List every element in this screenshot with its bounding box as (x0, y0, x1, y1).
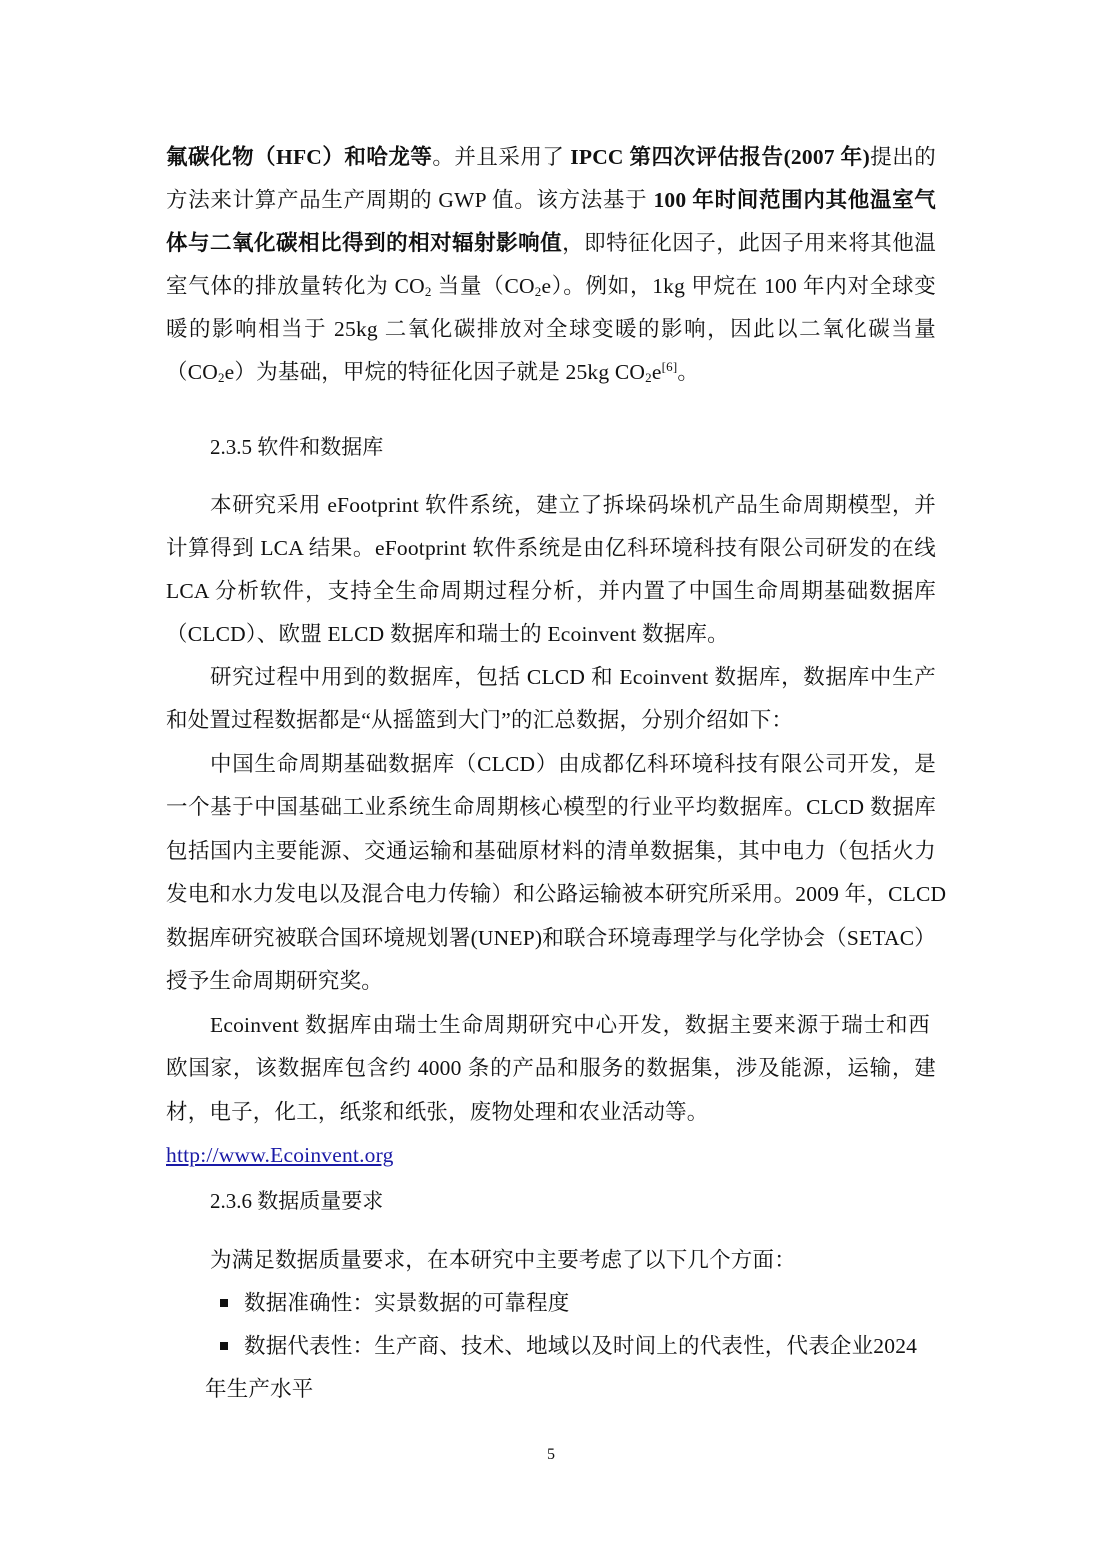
paragraph-line (166, 142, 936, 172)
paragraph-line (166, 228, 936, 258)
ecoinvent-link-line (166, 1140, 394, 1170)
paragraph-line (166, 357, 699, 387)
paragraph-line: 为满足数据质量要求，在本研究中主要考虑了以下几个方面： (210, 1248, 796, 1272)
text: 当量（CO (431, 274, 535, 298)
paragraph-line: 一个基于中国基础工业系统生命周期核心模型的行业平均数据库。CLCD 数据库 (166, 795, 936, 819)
text: 方法来计算产品生产周期的 GWP 值。该方法基于 (166, 188, 654, 212)
text: ，即特征化因子，此因子用来将其他温 (562, 231, 936, 255)
ecoinvent-link[interactable]: http://www.Ecoinvent.org (166, 1143, 394, 1167)
bullet-continuation: 年生产水平 (205, 1377, 314, 1401)
text: 。 (677, 360, 700, 384)
text: e）。例如，1kg 甲烷在 100 年内对全球变 (541, 274, 936, 298)
section-heading-2-3-6: 2.3.6 数据质量要求 (210, 1189, 384, 1213)
paragraph-line (166, 271, 936, 301)
square-bullet-icon (220, 1299, 228, 1307)
subscript: 2 (534, 284, 542, 299)
bold-text: IPCC 第四次评估报告(2007 年) (564, 145, 870, 169)
paragraph-line: 数据库研究被联合国环境规划署(UNEP)和联合环境毒理学与化学协会（SETAC） (166, 926, 936, 950)
text: 室气体的排放量转化为 CO (166, 274, 425, 298)
text: 。并且采用了 (432, 145, 565, 169)
text: e）为基础，甲烷的特征化因子就是 25kg CO (224, 360, 646, 384)
subscript: 2 (424, 284, 432, 299)
paragraph-line: LCA 分析软件，支持全生命周期过程分析，并内置了中国生命周期基础数据库 (166, 579, 936, 603)
paragraph-line (166, 185, 936, 215)
paragraph-line: 发电和水力发电以及混合电力传输）和公路运输被本研究所采用。2009 年，CLCD (166, 882, 947, 906)
bold-text: 氟碳化物（HFC）和哈龙等 (166, 145, 433, 169)
bullet-text: 数据准确性：实景数据的可靠程度 (244, 1291, 570, 1315)
paragraph-line: 本研究采用 eFootprint 软件系统，建立了拆垛码垛机产品生命周期模型，并 (210, 493, 936, 517)
bold-text: 体与二氧化碳相比得到的相对辐射影响值 (166, 231, 563, 255)
paragraph-line: 和处置过程数据都是“从摇篮到大门”的汇总数据，分别介绍如下： (166, 708, 794, 732)
paragraph-line: 材，电子，化工，纸浆和纸张，废物处理和农业活动等。 (166, 1100, 709, 1124)
bullet-text: 数据代表性：生产商、技术、地域以及时间上的代表性，代表企业2024 (244, 1334, 918, 1358)
paragraph-line: 授予生命周期研究奖。 (166, 969, 384, 993)
text: 提出的 (869, 145, 937, 169)
text: （CO (166, 360, 218, 384)
square-bullet-icon (220, 1342, 228, 1350)
text: e (651, 360, 662, 384)
paragraph-line: （CLCD）、欧盟 ELCD 数据库和瑞士的 Ecoinvent 数据库。 (166, 622, 729, 646)
paragraph-line: 包括国内主要能源、交通运输和基础原材料的清单数据集，其中电力（包括火力 (166, 839, 936, 863)
citation-superscript: [6] (661, 359, 678, 374)
paragraph-line: 暖的影响相当于 25kg 二氧化碳排放对全球变暖的影响，因此以二氧化碳当量 (166, 317, 936, 341)
paragraph-line: 欧国家，该数据库包含约 4000 条的产品和服务的数据集，涉及能源，运输，建 (166, 1056, 936, 1080)
section-heading-2-3-5: 2.3.5 软件和数据库 (210, 435, 384, 459)
paragraph-line: 中国生命周期基础数据库（CLCD）由成都亿科环境科技有限公司开发，是 (210, 752, 936, 776)
paragraph-line: 研究过程中用到的数据库，包括 CLCD 和 Ecoinvent 数据库，数据库中生产 (210, 665, 936, 689)
subscript: 2 (645, 370, 652, 385)
paragraph-line: 计算得到 LCA 结果。eFootprint 软件系统是由亿科环境科技有限公司研发的在线 (166, 536, 936, 560)
bullet-item (220, 1288, 570, 1318)
page-number: 5 (547, 1446, 555, 1463)
bullet-item (220, 1331, 917, 1361)
paragraph-line: Ecoinvent 数据库由瑞士生命周期研究中心开发，数据主要来源于瑞士和西 (210, 1013, 930, 1037)
subscript: 2 (217, 370, 225, 385)
bold-text: 100 年时间范围内其他温室气 (653, 188, 936, 212)
